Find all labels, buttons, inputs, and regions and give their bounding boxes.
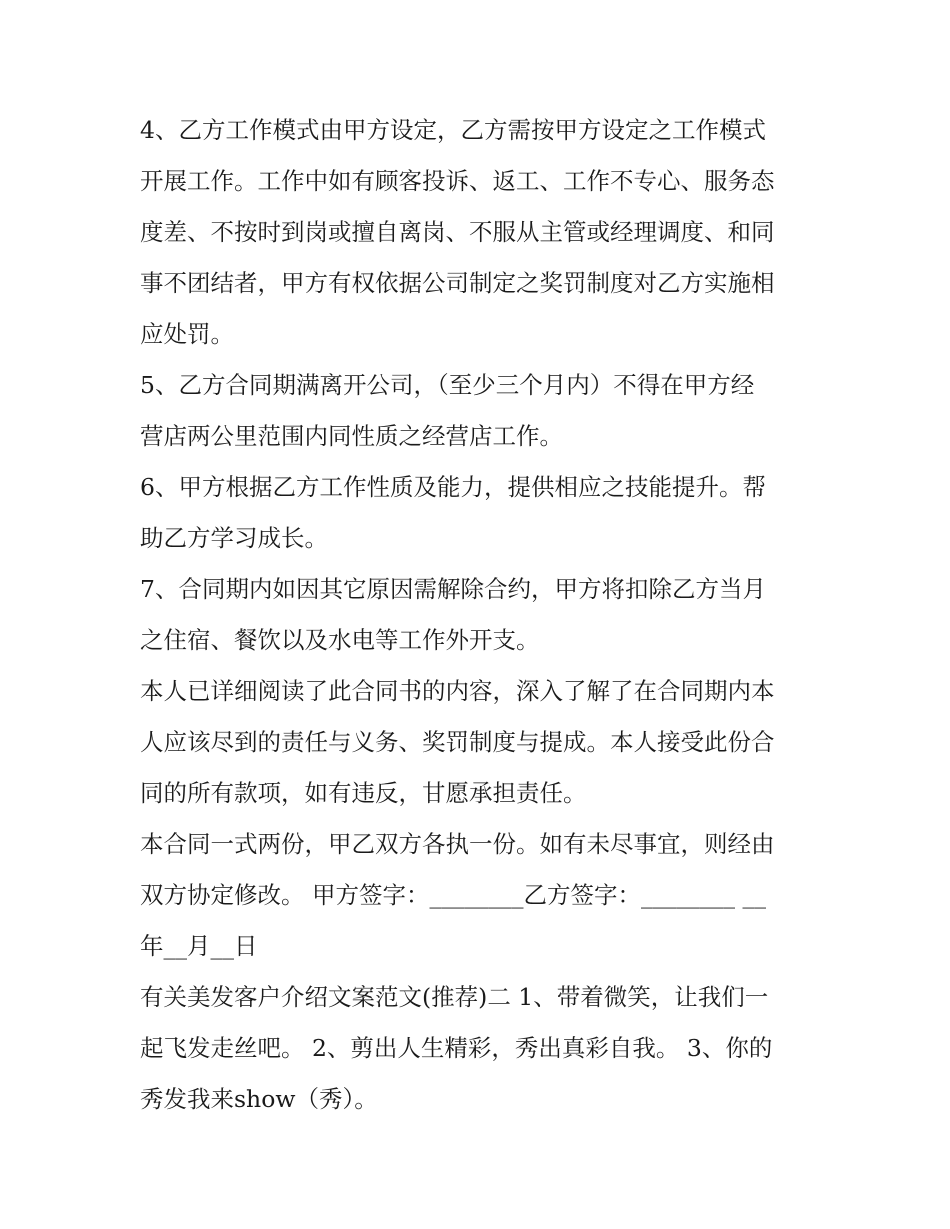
text-line: 同的所有款项，如有违反，甘愿承担责任。 (140, 779, 587, 807)
document-body (140, 105, 820, 1125)
text-line: 6、甲方根据乙方工作性质及能力，提供相应之技能提升。帮 (140, 473, 766, 501)
text-line: 营店两公里范围内同性质之经营店工作。 (140, 422, 563, 450)
text-line: 4、乙方工作模式由甲方设定，乙方需按甲方设定之工作模式 (140, 116, 766, 144)
text-line: 度差、不按时到岗或擅自离岗、不服从主管或经理调度、和同 (140, 218, 775, 246)
text-line: 助乙方学习成长。 (140, 524, 328, 552)
date-line: 年__月__日 (140, 932, 258, 960)
text-line: 本人已详细阅读了此合同书的内容，深入了解了在合同期内本 (140, 677, 775, 705)
text-line: 事不团结者，甲方有权依据公司制定之奖罚制度对乙方实施相 (140, 269, 775, 297)
text-line: 秀发我来show（秀）。 (140, 1085, 378, 1113)
text-line: 5、乙方合同期满离开公司，（至少三个月内）不得在甲方经 (140, 371, 755, 399)
text-line: 起飞发走丝吧。 2、剪出人生精彩，秀出真彩自我。 3、你的 (140, 1034, 773, 1062)
text-line: 之住宿、餐饮以及水电等工作外开支。 (140, 626, 540, 654)
text-line: 本合同一式两份，甲乙双方各执一份。如有未尽事宜，则经由 (140, 830, 775, 858)
text-line: 开展工作。工作中如有顾客投诉、返工、工作不专心、服务态 (140, 167, 775, 195)
text-line: 人应该尽到的责任与义务、奖罚制度与提成。本人接受此份合 (140, 728, 775, 756)
text-line: 有关美发客户介绍文案范文(推荐)二 1、带着微笑，让我们一 (140, 983, 769, 1011)
signature-line: 双方协定修改。 甲方签字：________乙方签字：________ __ (140, 881, 766, 909)
text-line: 7、合同期内如因其它原因需解除合约，甲方将扣除乙方当月 (140, 575, 766, 603)
text-line: 应处罚。 (140, 320, 234, 348)
